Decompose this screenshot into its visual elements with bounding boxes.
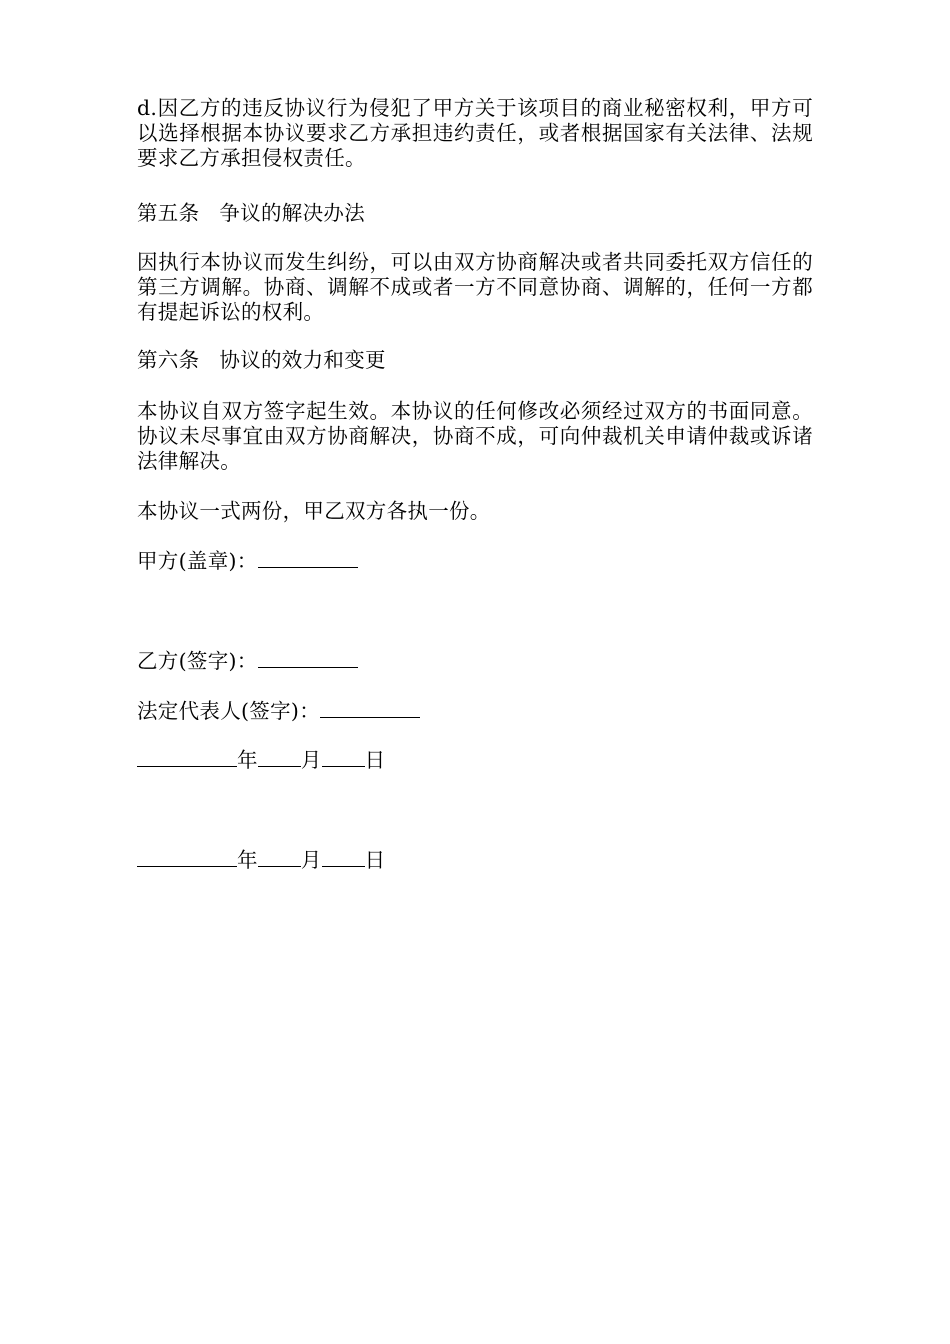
year-blank [137, 747, 237, 767]
month-unit: 月 [300, 848, 322, 872]
copies-statement: 本协议一式两份，甲乙双方各执一份。 [137, 499, 491, 523]
legal-rep-signature-line [137, 698, 420, 724]
year-unit: 年 [237, 848, 258, 872]
year-unit: 年 [237, 748, 258, 772]
article-5-heading [137, 201, 365, 226]
article-5-body: 因执行本协议而发生纠纷，可以由双方协商解决或者共同委托双方信任的第三方调解。协商、调解不成或者一方不同意协商、调解的，任何一方都有提起诉讼的权利。 [137, 250, 813, 324]
legal-rep-blank [320, 698, 420, 718]
party-a-blank [258, 548, 358, 568]
party-b-label: 乙方(签字)： [137, 649, 258, 673]
article-6-heading [137, 348, 386, 373]
date-line-2 [137, 847, 385, 873]
party-a-signature-line [137, 548, 358, 574]
month-blank [258, 747, 301, 767]
legal-rep-label: 法定代表人(签字)： [137, 699, 320, 723]
month-unit: 月 [300, 748, 322, 772]
party-a-label: 甲方(盖章)： [137, 549, 258, 573]
article-6-number: 第六条 [137, 348, 200, 372]
day-blank [322, 747, 365, 767]
article-6-title: 协议的效力和变更 [219, 348, 386, 372]
month-blank [258, 847, 301, 867]
date-line-1 [137, 747, 385, 773]
day-unit: 日 [364, 848, 386, 872]
party-b-signature-line [137, 648, 358, 674]
clause-d-paragraph: d.因乙方的违反协议行为侵犯了甲方关于该项目的商业秘密权利，甲方可以选择根据本协议要求乙方承担违约责任，或者根据国家有关法律、法规要求乙方承担侵权责任。 [137, 96, 813, 170]
article-6-body: 本协议自双方签字起生效。本协议的任何修改必须经过双方的书面同意。协议未尽事宜由双方协商解决，协商不成，可向仲裁机关申请仲裁或诉诸法律解决。 [137, 399, 813, 473]
year-blank [137, 847, 237, 867]
day-unit: 日 [364, 748, 386, 772]
article-5-number: 第五条 [137, 201, 200, 225]
party-b-blank [258, 648, 358, 668]
article-5-title: 争议的解决办法 [219, 201, 366, 225]
day-blank [322, 847, 365, 867]
